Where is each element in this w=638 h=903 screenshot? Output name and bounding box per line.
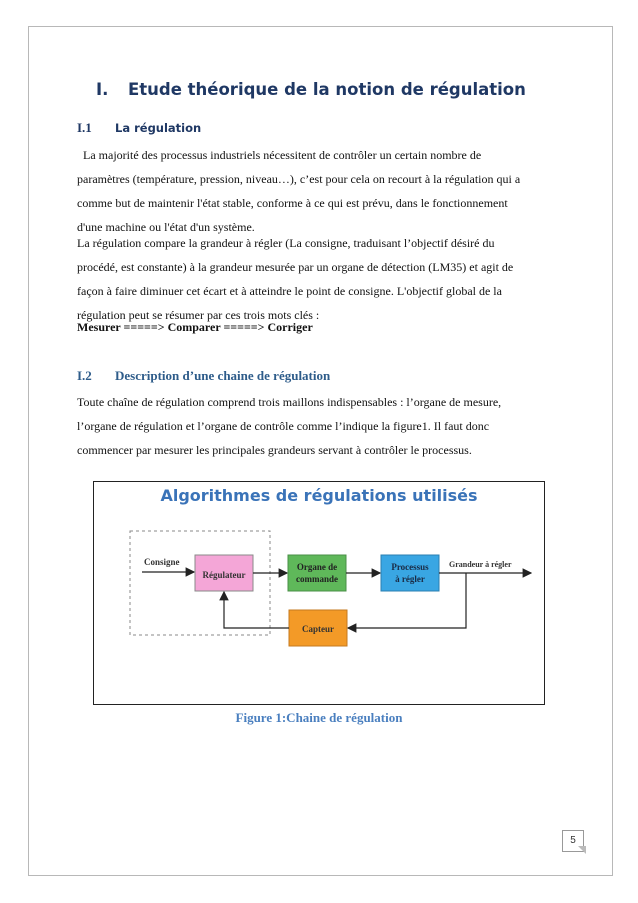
section-number: I. [96,80,109,99]
text-line: Toute chaîne de régulation comprend trois maillons indispensables : l’organe de mesure, [77,395,502,409]
organe-block [288,555,346,591]
text-line: d'une machine ou l'état d'un système. [77,220,255,234]
input-label: Consigne [144,557,180,567]
text-line: La régulation compare la grandeur à régler (La consigne, traduisant l’objectif désiré du [77,236,495,250]
regulation-block-diagram [94,482,544,704]
text-line: régulation peut se résumer par ces trois mots clés : [77,308,320,322]
paragraph-chain [77,390,577,462]
figure-regulation-diagram [93,481,545,705]
subsection-heading-1 [77,120,201,136]
keywords-line: Mesurer =====> Comparer =====> Corriger [77,320,313,334]
text-line: procédé, est constante) à la grandeur mesurée par un organe de détection (LM35) et agit de [77,260,514,274]
processus-block [381,555,439,591]
page-number: 5 [562,830,584,852]
text-line: l’organe de régulation et l’organe de contrôle comme l’indique la figure1. Il faut donc [77,419,490,433]
organe-label-2: commande [296,574,338,584]
capteur-label: Capteur [302,624,334,634]
subsection-number: I.2 [77,368,92,383]
text-line: commencer par mesurer les principales grandeurs servant à contrôler le processus. [77,443,472,457]
figure-title: Algorithmes de régulations utilisés [160,486,478,505]
subsection-number: I.1 [77,120,92,135]
text-line: façon à faire diminuer cet écart et à atteindre le point de consigne. L'objectif global de la [77,284,502,298]
text-line: paramètres (température, pression, niveau…), c’est pour cela on recourt à la régulation qui a [77,172,521,186]
paragraph-intro [77,143,577,239]
organe-label-1: Organe de [296,562,338,572]
regulateur-label: Régulateur [202,570,246,580]
subsection-title: La régulation [115,121,202,135]
paragraph-regulation [77,231,577,327]
text-line: La majorité des processus industriels nécessitent de contrôler un certain nombre de [77,148,482,162]
text-line: comme but de maintenir l'état stable, conforme à ce qui est prévu, dans le fonctionnement [77,196,508,210]
section-heading [96,80,526,99]
figure-caption: Figure 1:Chaine de régulation [235,710,403,725]
feedback-arrow-to-regulateur [224,592,289,628]
processus-label-1: Processus [391,562,429,572]
subsection-title: Description d’une chaine de régulation [115,368,331,383]
output-label: Grandeur à régler [449,560,512,569]
subsection-heading-2 [77,368,330,384]
section-title: Etude théorique de la notion de régulation [128,80,526,99]
processus-label-2: à régler [395,574,425,584]
page-corner-fold [578,846,586,854]
